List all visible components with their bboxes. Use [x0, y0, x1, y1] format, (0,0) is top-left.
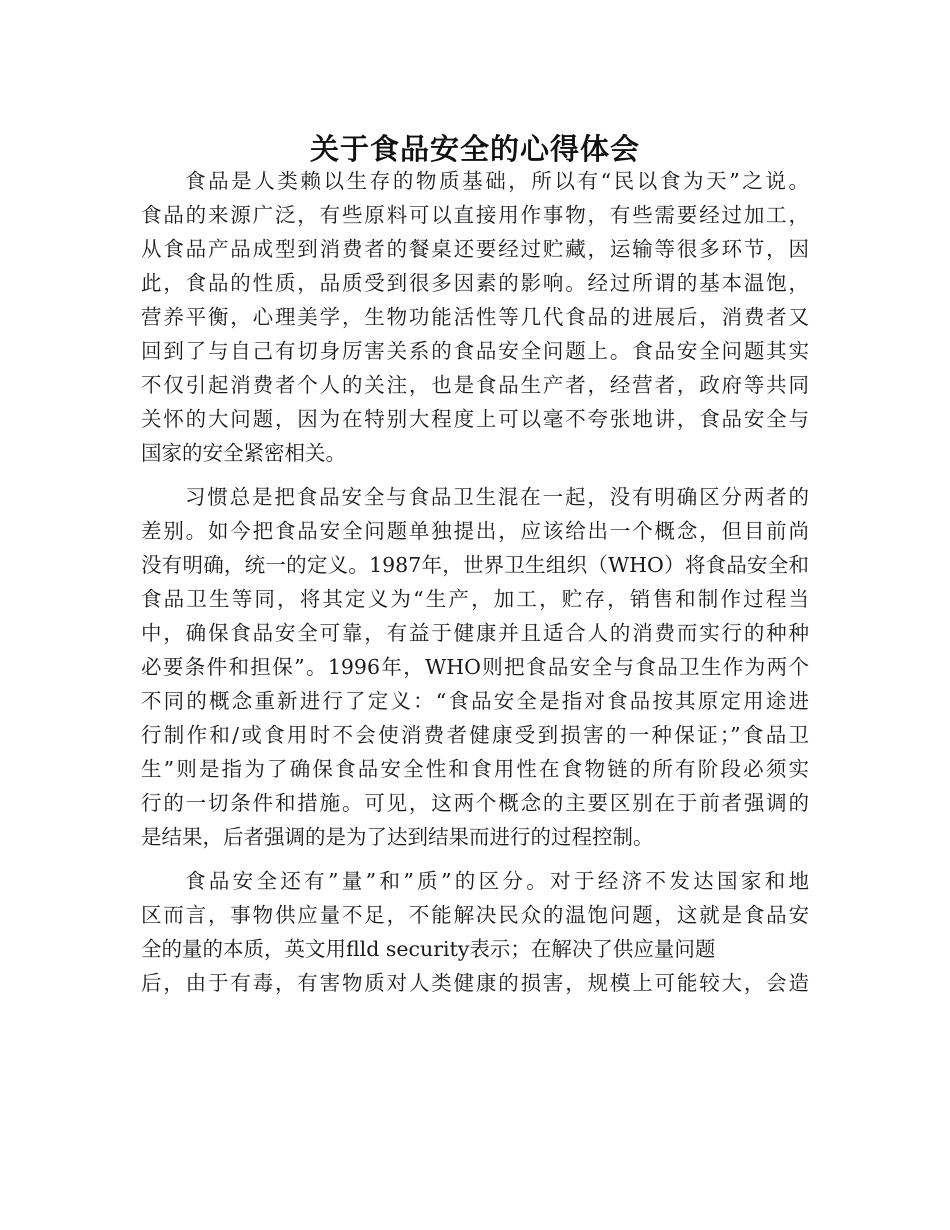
text-line: 不同的概念重新进行了定义：“食品安全是指对食品按其原定用途进 [141, 689, 809, 713]
text-line: 不仅引起消费者个人的关注，也是食品生产者，经营者，政府等共同 [141, 373, 809, 397]
text-line: 没有明确，统一的定义。1987年，世界卫生组织（WHO）将食品安全和 [141, 553, 809, 577]
text-line: 行的一切条件和措施。可见，这两个概念的主要区别在于前者强调的 [141, 791, 809, 815]
text-line: 关怀的大问题，因为在特别大程度上可以毫不夸张地讲，食品安全与 [141, 407, 809, 431]
text-line: 从食品产品成型到消费者的餐桌还要经过贮藏，运输等很多环节，因 [141, 237, 809, 261]
text-line: 差别。如今把食品安全问题单独提出，应该给出一个概念，但目前尚 [141, 519, 809, 543]
text-line: 此，食品的性质，品质受到很多因素的影响。经过所谓的基本温饱， [141, 271, 809, 295]
text-line: 食品安全还有”量”和”质”的区分。对于经济不发达国家和地 [185, 869, 809, 893]
document-body [141, 164, 809, 1010]
text-line: 区而言，事物供应量不足，不能解决民众的温饱问题，这就是食品安 [141, 903, 809, 927]
text-line: 食品是人类赖以生存的物质基础，所以有“民以食为天”之说。 [185, 169, 809, 193]
document-title: 关于食品安全的心得体会 [309, 132, 640, 167]
text-line: 是结果，后者强调的是为了达到结果而进行的过程控制。 [141, 825, 654, 849]
text-line: 国家的安全紧密相关。 [141, 441, 346, 465]
text-line: 行制作和/或食用时不会使消费者健康受到损害的一种保证；”食品卫 [141, 723, 809, 747]
paragraph-2 [141, 480, 809, 854]
text-line: 后，由于有毒，有害物质对人类健康的损害，规模上可能较大，会造 [141, 971, 809, 995]
text-line: 食品卫生等同，将其定义为“生产，加工，贮存，销售和制作过程当 [141, 587, 809, 611]
text-line: 回到了与自己有切身厉害关系的食品安全问题上。食品安全问题其实 [141, 339, 809, 363]
text-line: 必要条件和担保”。1996年，WHO则把食品安全与食品卫生作为两个 [141, 655, 809, 679]
paragraph-3 [141, 864, 809, 1000]
paragraph-1 [141, 164, 809, 470]
text-line: 全的量的本质，英文用flld security表示；在解决了供应量问题 [141, 937, 716, 961]
text-line: 习惯总是把食品安全与食品卫生混在一起，没有明确区分两者的 [185, 485, 809, 509]
text-line: 生”则是指为了确保食品安全性和食用性在食物链的所有阶段必须实 [141, 757, 809, 781]
text-line: 食品的来源广泛，有些原料可以直接用作事物，有些需要经过加工， [141, 203, 809, 227]
text-line: 中，确保食品安全可靠，有益于健康并且适合人的消费而实行的种种 [141, 621, 809, 645]
text-line: 营养平衡，心理美学，生物功能活性等几代食品的进展后，消费者又 [141, 305, 809, 329]
